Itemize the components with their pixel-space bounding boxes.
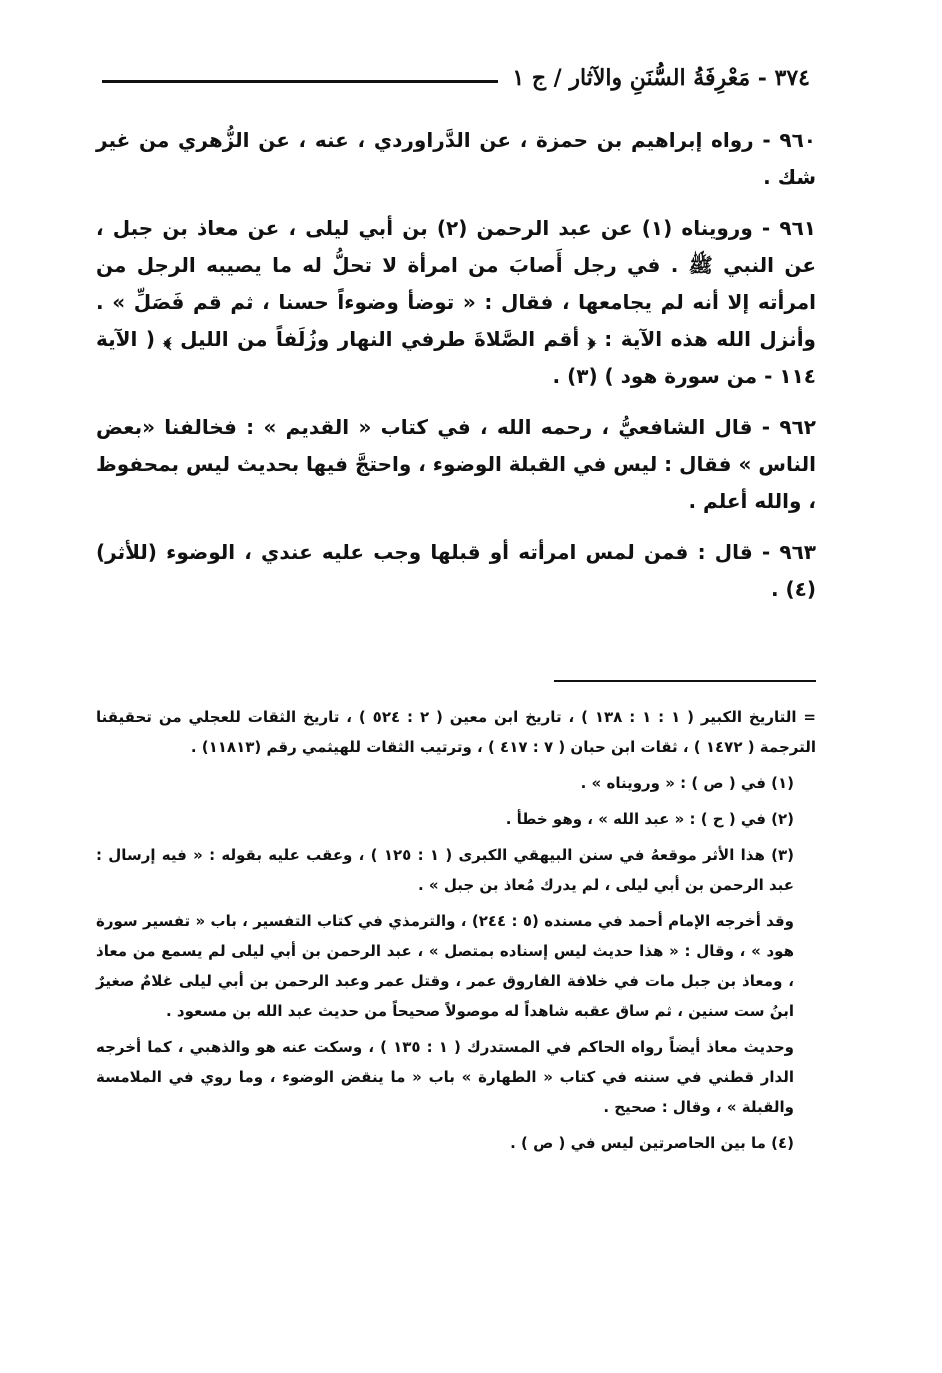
footnote-continuation: = التاريخ الكبير ( ١ : ١ : ١٣٨ ) ، تاريخ ابن معين ( ٢ : ٥٢٤ ) ، تاريخ الثقات للعجلي من تحقيقنا الترجمة ( ١٤٧٢ ) ، ثقات ابن حبان ( ٧ : ٤١٧ ) ، وترتيب الثقات للهيثمي رقم (١١٨١٣) . xyxy=(96,708,816,756)
footnote-3-detail-b: وحديث معاذ أيضاً رواه الحاكم في المستدرك ( ١ : ١٣٥ ) ، وسكت عنه هو والذهبي ، كما أخرجه الدار قطني في سننه في كتاب « الطهارة » باب « ما ينقض الوضوء ، وما روي في الملامسة والقبلة » ، وقال : صحيح . xyxy=(96,1038,794,1116)
footnote-separator xyxy=(554,680,816,682)
header-rule xyxy=(102,80,498,83)
footnote-3: (٣) هذا الأثر موقعهُ في سنن البيهقي الكبرى ( ١ : ١٢٥ ) ، وعقب عليه بقوله : « فيه إرسال : عبد الرحمن بن أبي ليلى ، لم يدرك مُعاذ بن جبل » . xyxy=(96,846,795,894)
footnote-2: (٢) في ( ح ) : « عبد الله » ، وهو خطأ . xyxy=(505,810,794,828)
footnote-3-detail-a: وقد أخرجه الإمام أحمد في مسنده (٥ : ٢٤٤) ، والترمذي في كتاب التفسير ، باب « تفسير سورة هود » ، وقال : « هذا حديث ليس إسناده بمتصل » ، عبد الرحمن بن أبي ليلى لم يسمع من معاذ ، ومعاذ بن جبل مات في خلافة الفاروق عمر ، وقتل عمر وعبد الرحمن بن أبي ليلى غلامٌ صغيرٌ ابنُ ست سنين ، ثم ساق عقبه شاهداً له موصولاً صحيحاً من حديث عبد الله بن مسعود . xyxy=(96,912,794,1020)
footnotes xyxy=(96,702,816,1164)
page-header xyxy=(102,58,810,98)
running-header-title: ٣٧٤ - مَعْرِفَةُ السُّنَنِ والآثار / ج ١ xyxy=(512,65,810,91)
paragraph-963: ٩٦٣ - قال : فمن لمس امرأته أو قبلها وجب عليه عندي ، الوضوء (للأثر) (٤) . xyxy=(96,540,816,601)
footnote-4: (٤) ما بين الحاصرتين ليس في ( ص ) . xyxy=(510,1134,794,1152)
paragraph-962: ٩٦٢ - قال الشافعيُّ ، رحمه الله ، في كتاب « القديم » : فخالفنا «بعض الناس » فقال : ليس في القبلة الوضوء ، واحتجَّ فيها بحديث ليس بمحفوظ ، والله أعلم . xyxy=(96,415,816,513)
footnote-1: (١) في ( ص ) : « ورويناه » . xyxy=(580,774,794,792)
paragraph-960: ٩٦٠ - رواه إبراهيم بن حمزة ، عن الدَّراوردي ، عنه ، عن الزُّهري من غير شك . xyxy=(96,128,816,189)
main-text xyxy=(96,122,816,622)
paragraph-961: ٩٦١ - ورويناه (١) عن عبد الرحمن (٢) بن أبي ليلى ، عن معاذ بن جبل ، عن النبي ﷺ . في رجل أَصابَ من امرأة لا تحلُّ له ما يصيبه الرجل من امرأته إلا أنه لم يجامعها ، فقال : « توضأ وضوءاً حسنا ، ثم قم فَصَلِّ » . وأنزل الله هذه الآية : ﴿ أقم الصَّلاةَ طرفي النهار وزُلَفاً من الليل ﴾ ( الآية ١١٤ - من سورة هود ) (٣) . xyxy=(96,216,816,388)
